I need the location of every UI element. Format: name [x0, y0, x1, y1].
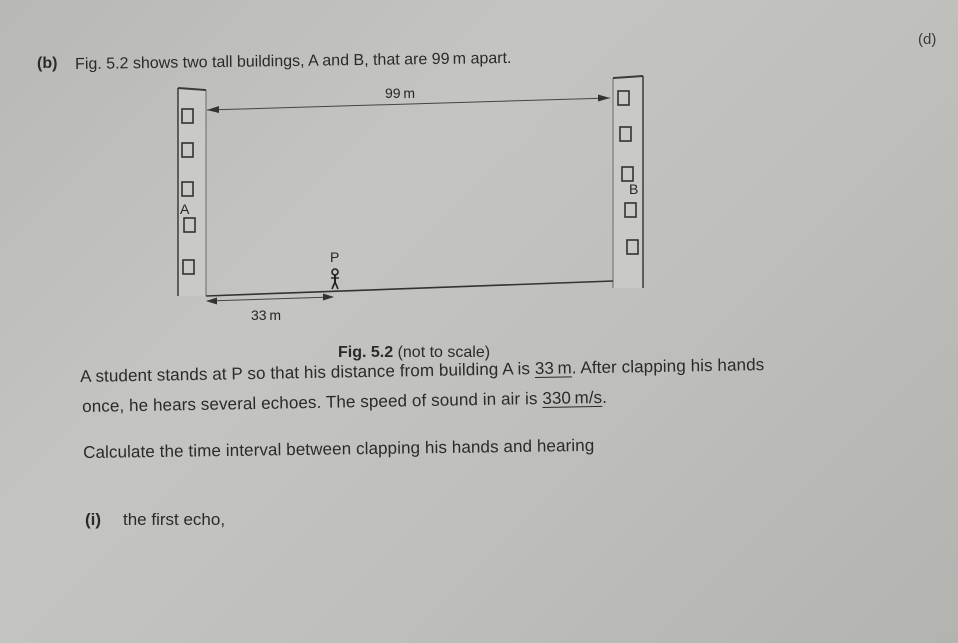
building-b: [613, 76, 643, 288]
ground-line: [206, 281, 613, 296]
distance-ap-value: 33 m: [534, 358, 572, 379]
question-line-2-end: .: [602, 387, 608, 407]
intro-text: Fig. 5.2 shows two tall buildings, A and B, that are 99 m apart.: [75, 49, 512, 73]
speed-of-sound-value: 330 m/s: [542, 387, 603, 408]
building-a-label: A: [180, 201, 190, 217]
figure-caption-title: Fig. 5.2: [338, 344, 394, 361]
distance-ap-label: 33 m: [251, 307, 282, 323]
point-p-label: P: [330, 249, 340, 265]
part-b-label: (b): [37, 55, 58, 72]
sub-part-i-label: (i): [85, 510, 102, 529]
student-figure: [331, 269, 339, 289]
building-a: [178, 88, 206, 296]
side-part-label: (d): [918, 31, 937, 48]
building-b-label: B: [629, 181, 639, 197]
building-b-wall: [613, 76, 643, 288]
sub-part-i-text: the first echo,: [123, 510, 226, 529]
figure-caption-note: (not to scale): [393, 344, 491, 361]
question-line-1-start: A student stands at P so that his distance from building A is: [80, 359, 536, 386]
question-line-2-start: once, he hears several echoes. The speed of sound in air is: [82, 388, 543, 416]
distance-ab-label: 99 m: [385, 85, 416, 101]
calculate-instruction: Calculate the time interval between clapping his hands and hearing: [83, 435, 595, 462]
question-line-1-end: . After clapping his hands: [571, 355, 765, 378]
